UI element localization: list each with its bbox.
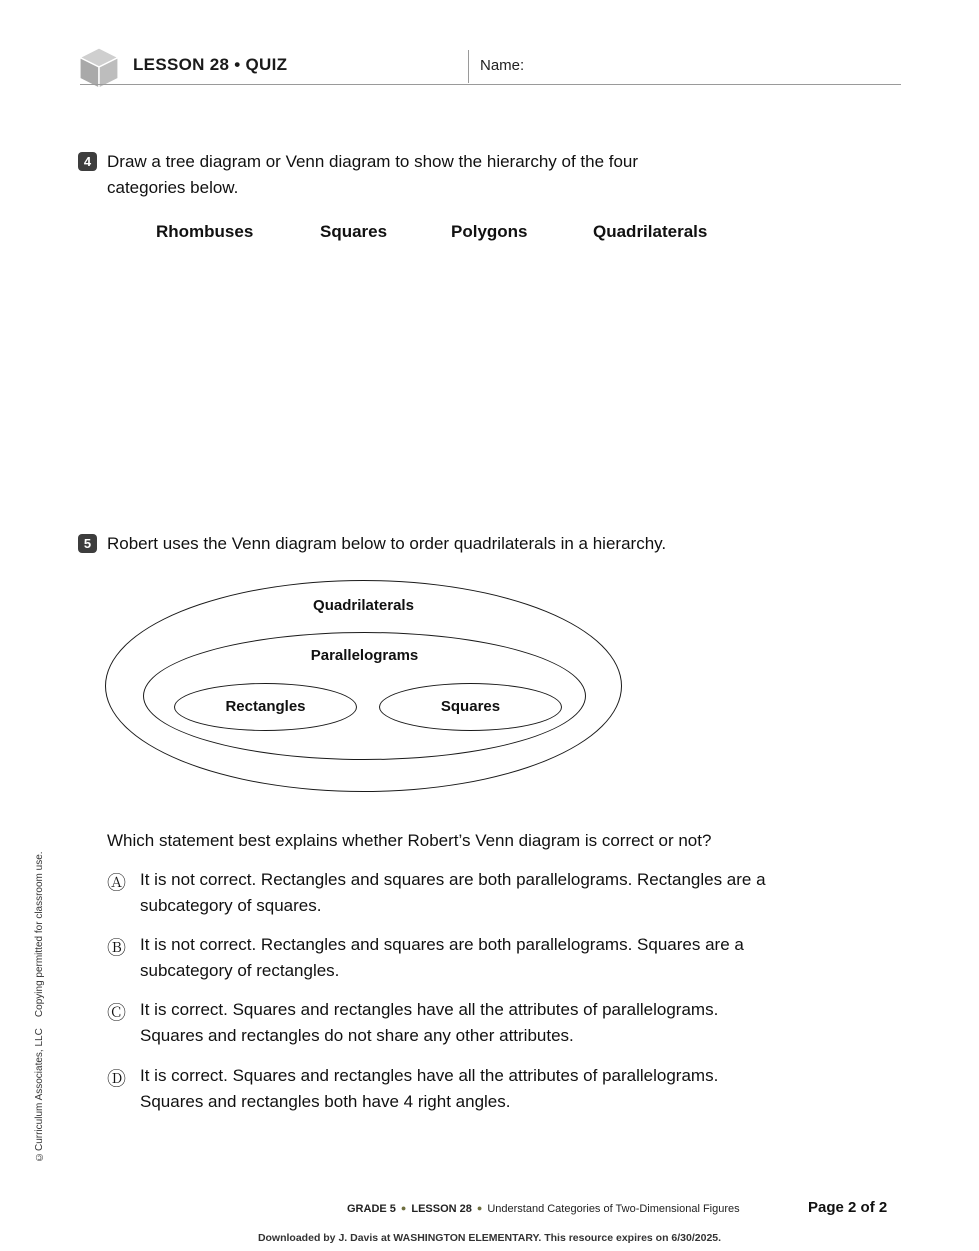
footer-lesson-title: Understand Categories of Two-Dimensional Figures xyxy=(487,1203,740,1215)
question-5-prompt: Which statement best explains whether Robert’s Venn diagram is correct or not? xyxy=(107,831,712,850)
footer-grade: GRADE 5 xyxy=(347,1203,396,1215)
header-rule xyxy=(80,84,901,85)
venn-squares-label: Squares xyxy=(440,698,501,715)
footer-lesson-info xyxy=(347,1203,740,1215)
question-4-number: 4 xyxy=(78,152,97,171)
venn-outer-label: Quadrilaterals xyxy=(313,597,414,614)
choice-b-text: It is not correct. Rectangles and squares are both parallelograms. Squares are a subcategory of rectangles. xyxy=(140,935,744,980)
choice-d-letter-icon: Ⓓ xyxy=(107,1069,127,1090)
venn-diagram xyxy=(105,580,622,792)
download-notice: Downloaded by J. Davis at WASHINGTON ELEMENTARY. This resource expires on 6/30/2025. xyxy=(257,1232,722,1244)
venn-middle-label: Parallelograms xyxy=(310,647,419,664)
answer-choice-a xyxy=(107,867,797,919)
answer-choice-c xyxy=(107,997,797,1049)
question-4-text: Draw a tree diagram or Venn diagram to show the hierarchy of the four categories below. xyxy=(107,152,639,197)
lesson-quiz-title: LESSON 28 • QUIZ xyxy=(133,55,288,74)
copyright-sidebar-text: ©Curriculum Associates, LLC Copying permitted for classroom use. xyxy=(34,851,45,1162)
category-squares: Squares xyxy=(320,222,388,241)
answer-choice-b xyxy=(107,932,797,984)
footer-lesson: LESSON 28 xyxy=(411,1203,472,1215)
question-5-number: 5 xyxy=(78,534,97,553)
answer-choice-d xyxy=(107,1063,797,1115)
choice-d-text: It is correct. Squares and rectangles have all the attributes of parallelograms. Squares and rectangles both have 4 right angles. xyxy=(140,1066,719,1111)
venn-rectangles-label: Rectangles xyxy=(225,698,306,715)
page-number: Page 2 of 2 xyxy=(808,1199,888,1216)
category-rhombuses: Rhombuses xyxy=(156,222,254,241)
footer-bullet-icon: ● xyxy=(400,1203,407,1213)
venn-rectangles-ellipse xyxy=(174,683,357,731)
choice-c-text: It is correct. Squares and rectangles have all the attributes of parallelograms. Squares and rectangles do not share any other attributes. xyxy=(140,1000,719,1045)
choice-a-text: It is not correct. Rectangles and squares are both parallelograms. Rectangles are a subcategory of squares. xyxy=(140,870,766,915)
question-5-text: Robert uses the Venn diagram below to order quadrilaterals in a hierarchy. xyxy=(107,534,667,553)
choice-b-letter-icon: Ⓑ xyxy=(107,938,127,959)
choice-c-letter-icon: Ⓒ xyxy=(107,1003,127,1024)
header-divider xyxy=(468,50,469,83)
category-quadrilaterals: Quadrilaterals xyxy=(593,222,708,241)
footer-bullet-icon: ● xyxy=(476,1203,483,1213)
choice-a-letter-icon: Ⓐ xyxy=(107,873,127,894)
category-polygons: Polygons xyxy=(451,222,528,241)
venn-squares-ellipse xyxy=(379,683,562,731)
name-label: Name: xyxy=(480,57,525,74)
